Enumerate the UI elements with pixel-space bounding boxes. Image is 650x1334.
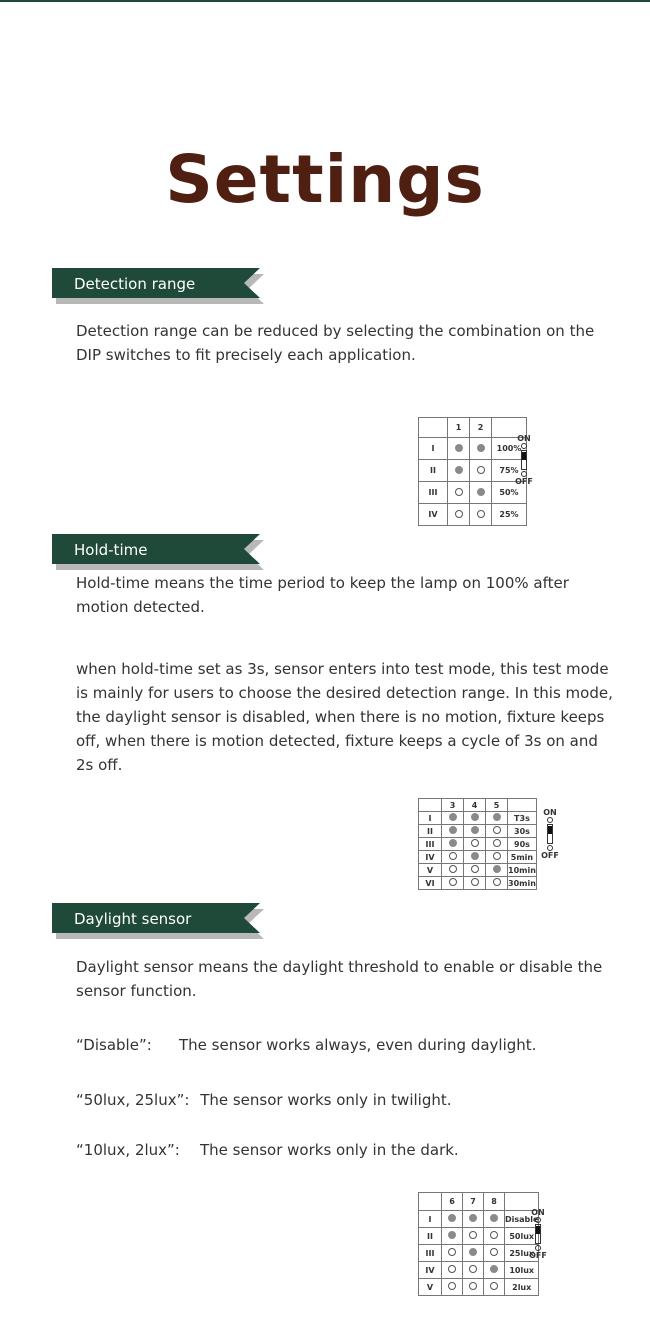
- switch-off-dot: [471, 878, 479, 886]
- holdtime-description: Hold-time means the time period to keep the lamp on 100% after motion detected.: [76, 574, 569, 616]
- dip-value: 30s: [508, 825, 537, 838]
- switch-on-dot: [471, 826, 479, 834]
- dip-cell: [464, 838, 486, 851]
- dip-cell: [486, 877, 508, 890]
- on-label: ON: [543, 808, 557, 817]
- switch-knob: [536, 1226, 540, 1234]
- dip-value: 10min: [508, 865, 536, 875]
- dip-row-label: II: [419, 460, 448, 482]
- dip-cell: [486, 851, 508, 864]
- dip-cell: [484, 1279, 505, 1296]
- dip-cell: [442, 1262, 463, 1279]
- dip-table-holdtime: [418, 798, 537, 890]
- switch-off-dot: [448, 1265, 456, 1273]
- dip-row-label: II: [419, 1228, 442, 1245]
- switch-off-dot: [471, 865, 479, 873]
- dip-cell: [484, 1228, 505, 1245]
- on-label: ON: [531, 1208, 545, 1217]
- dip-row: [419, 851, 537, 864]
- switch-on-dot: [493, 865, 501, 873]
- section-banner-detection: [52, 268, 260, 300]
- dip-row-label: IV: [419, 1262, 442, 1279]
- option-desc: The sensor works only in twilight.: [200, 1091, 452, 1109]
- option-desc: The sensor works always, even during daylight.: [179, 1036, 537, 1054]
- dip-row-label: V: [419, 1279, 442, 1296]
- dip-row: [419, 504, 527, 526]
- dip-cell: [442, 1279, 463, 1296]
- switch-off-dot: [477, 510, 485, 518]
- dip-cell: [464, 864, 486, 877]
- section-heading: Daylight sensor: [74, 910, 192, 928]
- switch-marker: [535, 1217, 541, 1223]
- switch-on-dot: [449, 813, 457, 821]
- dip-row-label: III: [419, 1245, 442, 1262]
- dip-switch-diagram: [504, 434, 544, 486]
- dip-cell: [463, 1262, 484, 1279]
- switch-off-dot: [448, 1248, 456, 1256]
- switch-on-dot: [449, 839, 457, 847]
- switch-off-dot: [493, 852, 501, 860]
- switch-off-dot: [469, 1231, 477, 1239]
- off-label: OFF: [529, 1251, 547, 1260]
- off-label: OFF: [541, 851, 559, 860]
- dip-value: 90s: [508, 838, 537, 851]
- dip-cell: [442, 838, 464, 851]
- off-label: OFF: [515, 477, 533, 486]
- dip-value: 25lux: [505, 1245, 539, 1262]
- dip-row-label: VI: [419, 877, 442, 890]
- switch-off-dot: [455, 488, 463, 496]
- switch-off-dot: [469, 1282, 477, 1290]
- switch-off-dot: [471, 839, 479, 847]
- dip-cell: [464, 812, 486, 825]
- section-banner-daylight: [52, 903, 260, 935]
- section-heading: Hold-time: [74, 541, 148, 559]
- dip-cell: [464, 877, 486, 890]
- dip-row: [419, 877, 537, 890]
- daylight-option-twilight: [76, 1088, 452, 1112]
- dip-cell: [442, 851, 464, 864]
- dip-value: 25%: [492, 504, 527, 526]
- dip-row: [419, 812, 537, 825]
- on-label: ON: [517, 434, 531, 443]
- dip-switch-number: 2: [470, 418, 492, 438]
- switch-slot: [535, 1224, 541, 1244]
- switch-off-dot: [490, 1282, 498, 1290]
- dip-cell: [448, 460, 470, 482]
- dip-value: 10lux: [505, 1262, 539, 1279]
- dip-cell: [463, 1228, 484, 1245]
- dip-row: [419, 838, 537, 851]
- switch-on-dot: [471, 813, 479, 821]
- dip-cell: [486, 838, 508, 851]
- dip-value: T3s: [508, 812, 537, 825]
- dip-row: [419, 1279, 539, 1296]
- dip-cell: [484, 1262, 505, 1279]
- dip-header-row: [419, 799, 537, 812]
- daylight-description: Daylight sensor means the daylight threshold to enable or disable the sensor function.: [76, 958, 603, 1000]
- switch-on-dot: [449, 826, 457, 834]
- dip-value: 2lux: [505, 1279, 539, 1296]
- dip-switch-number: 6: [442, 1193, 463, 1211]
- switch-off-dot: [448, 1282, 456, 1290]
- dip-cell: [442, 864, 464, 877]
- dip-value: 50lux: [505, 1228, 539, 1245]
- switch-off-dot: [493, 839, 501, 847]
- switch-on-dot: [469, 1248, 477, 1256]
- option-key: “10lux, 2lux”:: [76, 1141, 180, 1159]
- dip-cell: [464, 825, 486, 838]
- section-heading: Detection range: [74, 275, 196, 293]
- dip-switch-number: 3: [442, 799, 464, 812]
- dip-switch-number: 1: [448, 418, 470, 438]
- switch-on-dot: [469, 1214, 477, 1222]
- section-banner-holdtime: [52, 534, 260, 566]
- switch-off-dot: [469, 1265, 477, 1273]
- dip-corner-cell: [419, 1193, 442, 1211]
- dip-cell: [470, 438, 492, 460]
- holdtime-test-mode-note: when hold-time set as 3s, sensor enters into test mode, this test mode is mainly for users to choose the desired detection range. In this mode, the daylight sensor is disabled, when there is no motion, fixture keeps off, when there is motion detected, fixture keeps a cycle of 3s on and 2s off.: [76, 660, 613, 774]
- daylight-option-disable: [76, 1033, 537, 1057]
- dip-cell: [486, 825, 508, 838]
- page-title: Settings: [165, 141, 485, 218]
- dip-cell: [448, 438, 470, 460]
- switch-marker: [521, 443, 527, 449]
- switch-slot: [547, 824, 553, 844]
- dip-corner-cell: [419, 799, 442, 812]
- switch-knob: [522, 452, 526, 460]
- switch-on-dot: [490, 1265, 498, 1273]
- dip-value: Disable: [505, 1211, 539, 1228]
- dip-cell: [442, 877, 464, 890]
- dip-row: [419, 825, 537, 838]
- dip-switch-number: 5: [486, 799, 508, 812]
- dip-row: [419, 1262, 539, 1279]
- dip-row-label: I: [419, 1211, 442, 1228]
- daylight-option-dark: [76, 1138, 459, 1162]
- dip-row-label: IV: [419, 851, 442, 864]
- switch-on-dot: [490, 1214, 498, 1222]
- dip-cell: [463, 1279, 484, 1296]
- switch-on-dot: [493, 813, 501, 821]
- switch-off-dot: [449, 878, 457, 886]
- dip-cell: [470, 504, 492, 526]
- dip-value: 50%: [492, 482, 527, 504]
- dip-cell: [463, 1211, 484, 1228]
- dip-row-label: III: [419, 482, 448, 504]
- dip-switch-number: 7: [463, 1193, 484, 1211]
- switch-on-dot: [448, 1231, 456, 1239]
- dip-row-label: IV: [419, 504, 448, 526]
- dip-value: 5min: [508, 851, 537, 864]
- switch-on-dot: [471, 852, 479, 860]
- dip-cell: [448, 504, 470, 526]
- dip-cell: [442, 1245, 463, 1262]
- switch-on-dot: [477, 488, 485, 496]
- switch-marker: [547, 817, 553, 823]
- switch-on-dot: [455, 444, 463, 452]
- switch-on-dot: [448, 1214, 456, 1222]
- switch-off-dot: [477, 466, 485, 474]
- dip-row-label: I: [419, 812, 442, 825]
- switch-off-dot: [455, 510, 463, 518]
- switch-off-dot: [493, 826, 501, 834]
- dip-cell: [486, 812, 508, 825]
- switch-on-dot: [477, 444, 485, 452]
- dip-row-label: I: [419, 438, 448, 460]
- switch-off-dot: [493, 878, 501, 886]
- switch-off-dot: [490, 1248, 498, 1256]
- dip-row: [419, 864, 537, 877]
- switch-off-dot: [449, 865, 457, 873]
- dip-row-label: III: [419, 838, 442, 851]
- switch-slot: [521, 450, 527, 470]
- top-rule: [0, 0, 650, 2]
- dip-row-label: V: [419, 864, 442, 877]
- dip-value: 30min: [508, 878, 536, 888]
- switch-knob: [548, 826, 552, 834]
- dip-cell: [442, 1211, 463, 1228]
- dip-cell: [486, 864, 508, 877]
- dip-value: 100%: [492, 438, 527, 460]
- dip-switch-diagram: [518, 1208, 558, 1260]
- dip-cell: [463, 1245, 484, 1262]
- detection-description: Detection range can be reduced by selecting the combination on the DIP switches to fit precisely each application.: [76, 322, 595, 364]
- switch-on-dot: [455, 466, 463, 474]
- dip-cell: [442, 825, 464, 838]
- dip-cell: [470, 482, 492, 504]
- dip-cell: [442, 812, 464, 825]
- dip-cell: [470, 460, 492, 482]
- switch-off-dot: [490, 1231, 498, 1239]
- switch-off-dot: [449, 852, 457, 860]
- dip-corner-cell: [419, 418, 448, 438]
- dip-cell: [484, 1245, 505, 1262]
- option-key: “50lux, 25lux”:: [76, 1091, 190, 1109]
- dip-cell: [464, 851, 486, 864]
- dip-cell: [442, 1228, 463, 1245]
- dip-switch-diagram: [530, 808, 570, 860]
- dip-cell: [448, 482, 470, 504]
- option-key: “Disable”:: [76, 1036, 152, 1054]
- option-desc: The sensor works only in the dark.: [200, 1141, 459, 1159]
- dip-switch-number: 4: [464, 799, 486, 812]
- dip-switch-number: 8: [484, 1193, 505, 1211]
- dip-cell: [484, 1211, 505, 1228]
- dip-value: 75%: [492, 460, 527, 482]
- dip-row-label: II: [419, 825, 442, 838]
